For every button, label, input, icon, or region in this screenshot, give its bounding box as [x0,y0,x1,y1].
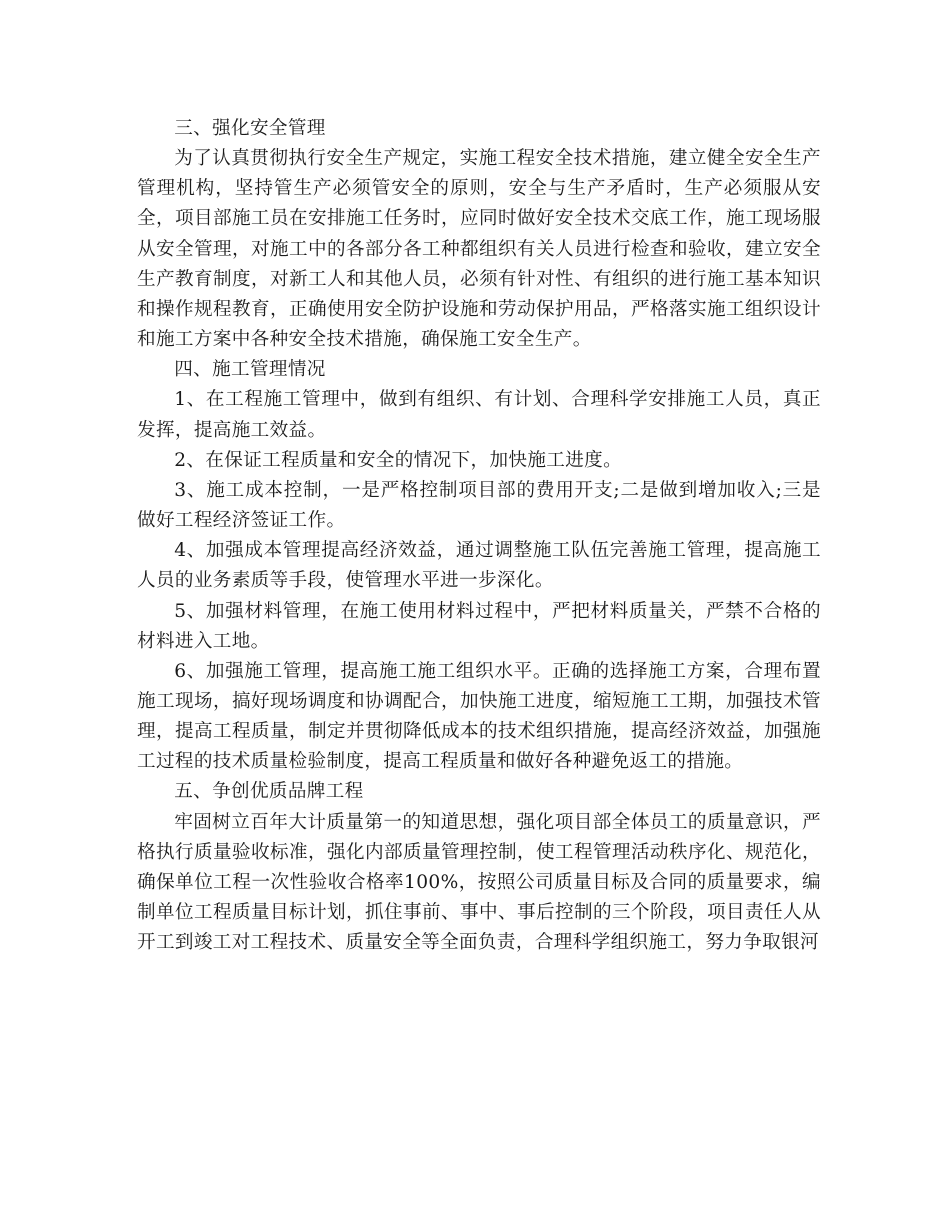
section-heading-quality-brand: 五、争创优质品牌工程 [174,781,364,803]
list-item-6: 6、加强施工管理，提高施工施工组织水平。正确的选择施工方案，合理布置施工现场，搞好现场调度和协调配合，加快施工进度，缩短施工工期，加强技术管理，提高工程质量，制定并贯彻降低成本的技术组织措施，提高经济效益，加强施工过程的技术质量检验制度，提高工程质量和做好各种避免返工的措施。 [137,660,821,773]
list-item-3: 3、施工成本控制，一是严格控制项目部的费用开支;二是做到增加收入;三是做好工程经济签证工作。 [137,479,821,532]
list-item-1: 1、在工程施工管理中，做到有组织、有计划、合理科学安排施工人员，真正发挥，提高施工效益。 [137,389,821,441]
document-body [137,114,821,958]
paragraph-quality: 牢固树立百年大计质量第一的知道思想，强化项目部全体员工的质量意识，严格执行质量验收标准，强化内部质量管理控制，使工程管理活动秩序化、规范化，确保单位工程一次性验收合格率100%，按照公司质量目标及合同的质量要求，编制单位工程质量目标计划，抓住事前、事中、事后控制的三个阶段，项目责任人从开工到竣工对工程技术、质量安全等全面负责，合理科学组织施工，努力争取银河 [137,811,821,954]
list-item-2: 2、在保证工程质量和安全的情况下，加快施工进度。 [174,449,623,471]
paragraph-safety-management: 为了认真贯彻执行安全生产规定，实施工程安全技术措施，建立健全安全生产管理机构，坚持管生产必须管安全的原则，安全与生产矛盾时，生产必须服从安全，项目部施工员在安排施工任务时，应同时做好安全技术交底工作，施工现场服从安全管理，对施工中的各部分各工种都组织有关人员进行检查和验收，建立安全生产教育制度，对新工人和其他人员，必须有针对性、有组织的进行施工基本知识和操作规程教育，正确使用安全防护设施和劳动保护用品，严格落实施工组织设计和施工方案中各种安全技术措施，确保施工安全生产。 [137,148,821,351]
list-item-4: 4、加强成本管理提高经济效益，通过调整施工队伍完善施工管理，提高施工人员的业务素质等手段，使管理水平进一步深化。 [137,540,821,592]
list-item-5: 5、加强材料管理，在施工使用材料过程中，严把材料质量关，严禁不合格的材料进入工地。 [137,600,821,652]
section-heading-safety: 三、强化安全管理 [174,118,326,139]
section-heading-construction-management: 四、施工管理情况 [174,359,326,381]
